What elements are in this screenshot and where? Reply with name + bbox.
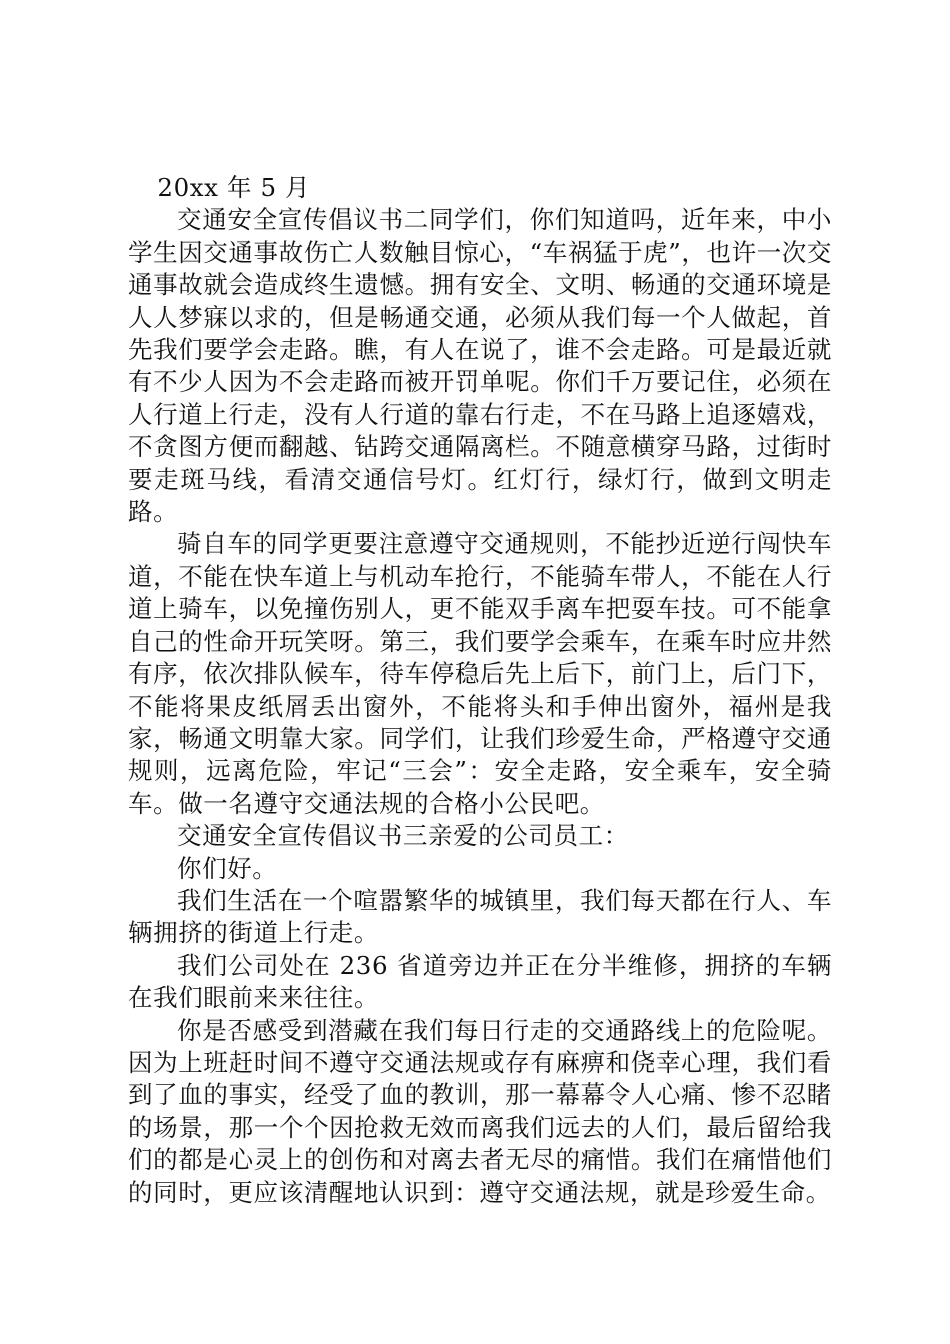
document-body xyxy=(128,172,832,1209)
document-date: 20xx 年 5 月 xyxy=(157,173,311,202)
paragraph: 我们公司处在 236 省道旁边并正在分半维修，拥挤的车辆在我们眼前来来往往。 xyxy=(128,950,832,1013)
paragraph: 你是否感受到潜藏在我们每日行走的交通路线上的危险呢。因为上班赶时间不遵守交通法规或存有麻痹和侥幸心理，我们看到了血的事实，经受了血的教训，那一幕幕令人心痛、惨不忍睹的场景，那一个个因抢救无效而离我们远去的人们，最后留给我们的都是心灵上的创伤和对离去者无尽的痛惜。我们在痛惜他们的同时，更应该清醒地认识到：遵守交通法规，就是珍爱生命。 xyxy=(128,1015,832,1207)
paragraph: 骑自车的同学更要注意遵守交通规则，不能抄近逆行闯快车道，不能在快车道上与机动车抢行，不能骑车带人，不能在人行道上骑车，以免撞伤别人，更不能双手离车把耍车技。可不能拿自己的性命开玩笑呀。第三，我们要学会乘车，在乘车时应井然有序，依次排队候车，待车停稳后先上后下，前门上，后门下，不能将果皮纸屑丢出窗外，不能将头和手伸出窗外，福州是我家，畅通文明靠大家。同学们，让我们珍爱生命，严格遵守交通规则，远离危险，牢记“三会”：安全走路，安全乘车，安全骑车。做一名遵守交通法规的合格小公民吧。 xyxy=(128,529,832,818)
paragraph: 你们好。 xyxy=(177,853,278,883)
paragraph: 交通安全宣传倡议书二同学们，你们知道吗，近年来，中小学生因交通事故伤亡人数触目惊心，“车祸猛于虎”，也许一次交通事故就会造成终生遗憾。拥有安全、文明、畅通的交通环境是人人梦寐以求的，但是畅通交通，必须从我们每一个人做起，首先我们要学会走路。瞧，有人在说了，谁不会走路。可是最近就有不少人因为不会走路而被开罚单呢。你们千万要记住，必须在人行道上行走，没有人行道的靠右行走，不在马路上追逐嬉戏，不贪图方便而翻越、钻跨交通隔离栏。不随意横穿马路，过街时要走斑马线，看清交通信号灯。红灯行，绿灯行，做到文明走路。 xyxy=(128,205,832,527)
paragraph: 交通安全宣传倡议书三亲爱的公司员工： xyxy=(177,821,629,851)
paragraph: 我们生活在一个喧嚣繁华的城镇里，我们每天都在行人、车辆拥挤的街道上行走。 xyxy=(128,885,832,948)
